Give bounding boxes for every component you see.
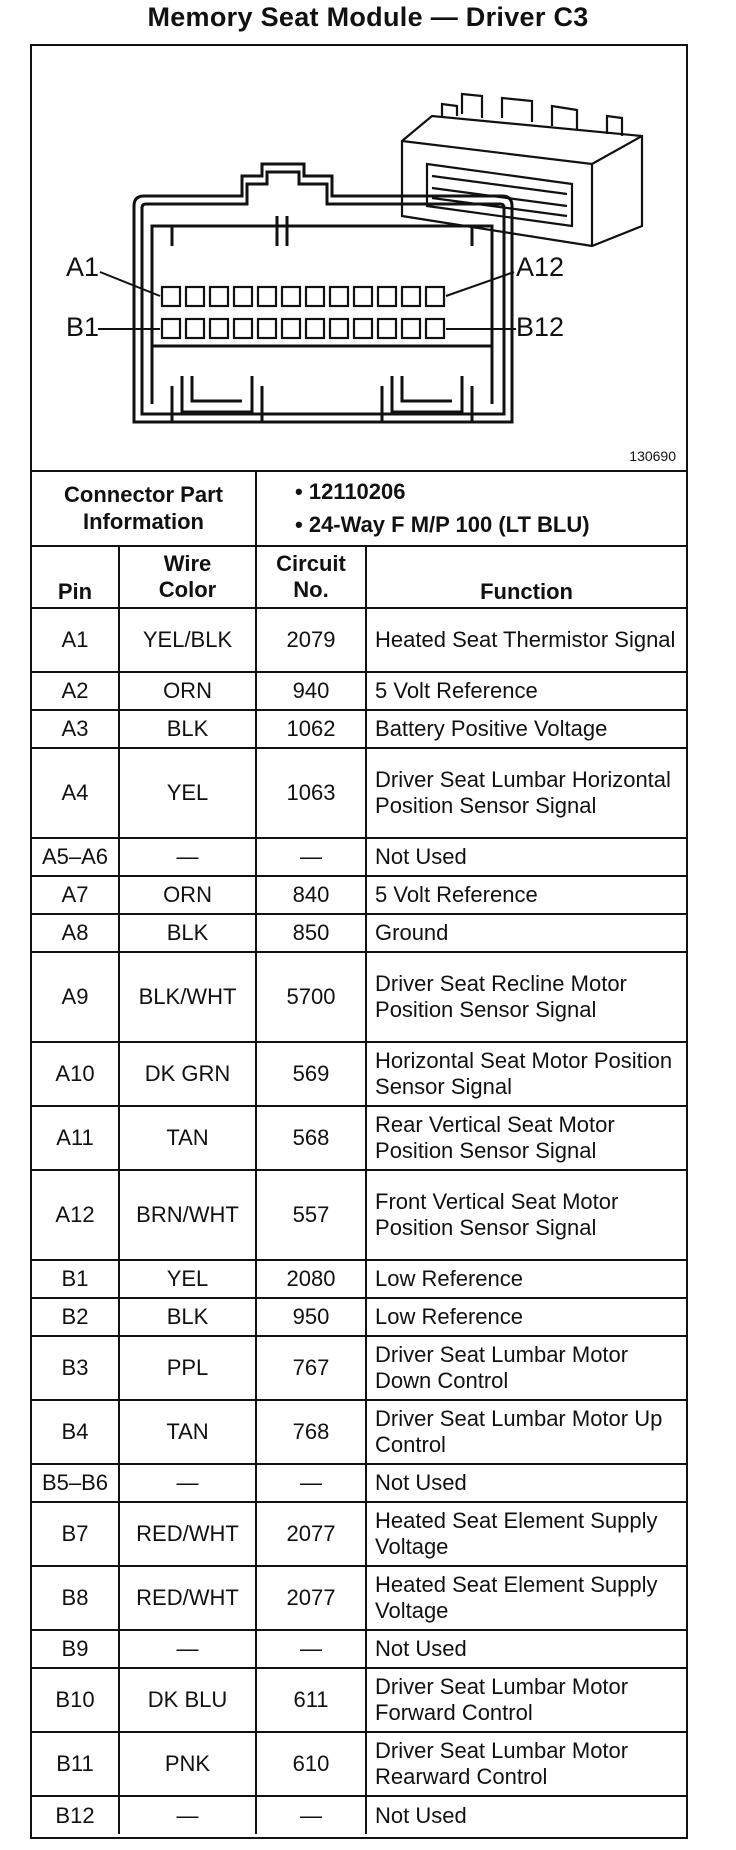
connector-description: • 24-Way F M/P 100 (LT BLU) — [295, 511, 590, 537]
connector-sheet — [30, 44, 688, 1839]
pin-label-a12: A12 — [516, 252, 565, 282]
connector-info-label: Connector Part Information — [32, 470, 256, 546]
table-row: B1 YEL 2080 Low Reference — [32, 1260, 686, 1298]
table-row: A12 BRN/WHT 557 Front Vertical Seat Motor Position Sensor Signal — [32, 1170, 686, 1260]
table-row: A1 YEL/BLK 2079 Heated Seat Thermistor Signal — [32, 608, 686, 672]
connector-drawing — [32, 46, 686, 470]
table-row: A7 ORN 840 5 Volt Reference — [32, 876, 686, 914]
table-row: B7 RED/WHT 2077 Heated Seat Element Supply Voltage — [32, 1502, 686, 1566]
connector-isometric — [402, 94, 642, 246]
header-pin: Pin — [32, 546, 119, 608]
figure-id: 130690 — [629, 448, 676, 464]
table-row: B10 DK BLU 611 Driver Seat Lumbar Motor Forward Control — [32, 1668, 686, 1732]
table-row: B4 TAN 768 Driver Seat Lumbar Motor Up Control — [32, 1400, 686, 1464]
cavity-row-a — [162, 287, 444, 306]
header-wire-color: Wire Color — [119, 546, 256, 608]
table-row: A3 BLK 1062 Battery Positive Voltage — [32, 710, 686, 748]
connector-info-row — [32, 470, 686, 546]
pin-label-b12: B12 — [516, 312, 565, 342]
part-number: • 12110206 — [295, 478, 406, 504]
pinout-table — [32, 470, 686, 1834]
table-row: A8 BLK 850 Ground — [32, 914, 686, 952]
header-function: Function — [366, 546, 686, 608]
table-row: B9 — — Not Used — [32, 1630, 686, 1668]
connector-figure — [32, 46, 686, 472]
connector-info-values — [256, 470, 686, 546]
table-row: A4 YEL 1063 Driver Seat Lumbar Horizontal Position Sensor Signal — [32, 748, 686, 838]
table-row: A11 TAN 568 Rear Vertical Seat Motor Position Sensor Signal — [32, 1106, 686, 1170]
pin-label-a1: A1 — [66, 252, 100, 282]
table-row: B3 PPL 767 Driver Seat Lumbar Motor Down Control — [32, 1336, 686, 1400]
table-row: B5–B6 — — Not Used — [32, 1464, 686, 1502]
table-row: B2 BLK 950 Low Reference — [32, 1298, 686, 1336]
table-row: B8 RED/WHT 2077 Heated Seat Element Supply Voltage — [32, 1566, 686, 1630]
header-circuit: Circuit No. — [256, 546, 366, 608]
table-row: A9 BLK/WHT 5700 Driver Seat Recline Motor Position Sensor Signal — [32, 952, 686, 1042]
table-row: A10 DK GRN 569 Horizontal Seat Motor Position Sensor Signal — [32, 1042, 686, 1106]
cavity-row-b — [162, 319, 444, 338]
pin-label-b1: B1 — [66, 312, 100, 342]
table-row: A2 ORN 940 5 Volt Reference — [32, 672, 686, 710]
table-row: B11 PNK 610 Driver Seat Lumbar Motor Rearward Control — [32, 1732, 686, 1796]
header-row — [32, 546, 686, 608]
page-title: Memory Seat Module — Driver C3 — [147, 2, 589, 32]
table-row: A5–A6 — — Not Used — [32, 838, 686, 876]
table-row: B12 — — Not Used — [32, 1796, 686, 1834]
